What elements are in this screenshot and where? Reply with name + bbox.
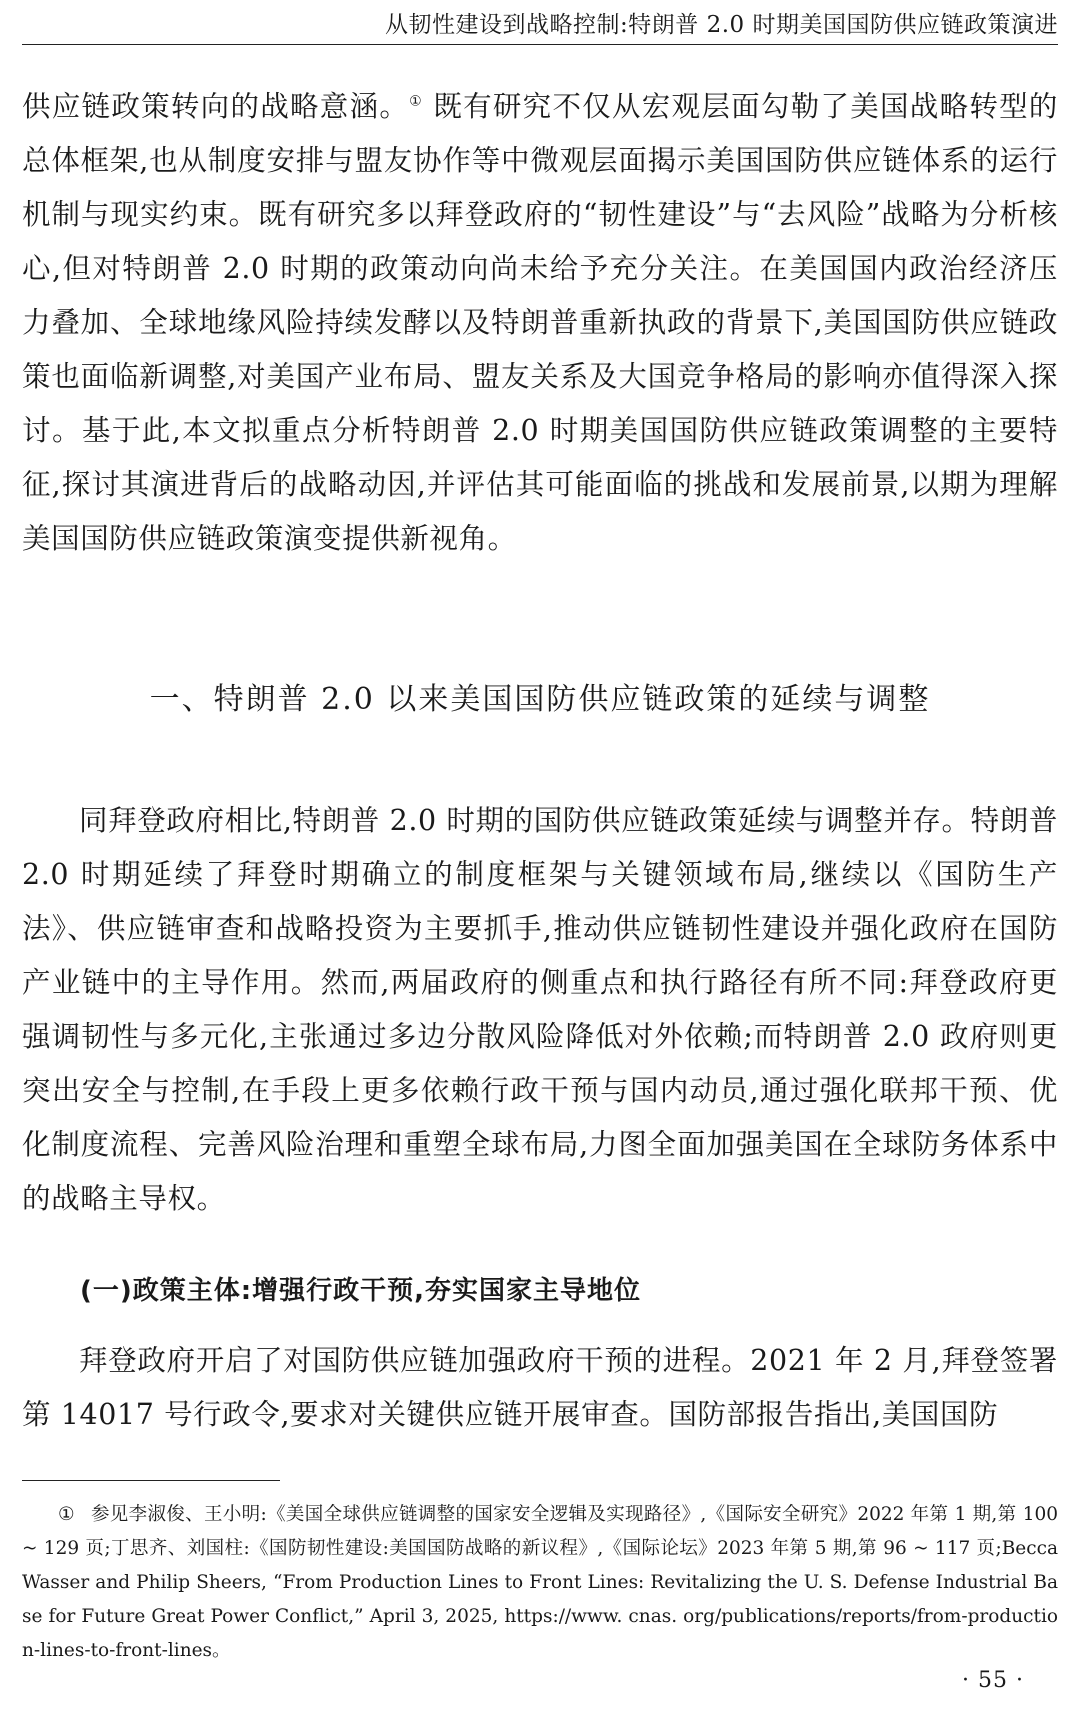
footnote-divider <box>22 1480 280 1481</box>
paragraph-text: 既有研究不仅从宏观层面勾勒了美国战略转型的总体框架,也从制度安排与盟友协作等中微观层面揭示美国国防供应链体系的运行机制与现实约束。既有研究多以拜登政府的“韧性建设”与“去风险”战略为分析核心,但对特朗普 2.0 时期的政策动向尚未给予充分关注。在美国国内政治经济压力叠加、全球地缘风险持续发酵以及特朗普重新执政的背景下,美国国防供应链政策也面临新调整,对美国产业布局、盟友关系及大国竞争格局的影响亦值得深入探讨。基于此,本文拟重点分析特朗普 2.0 时期美国国防供应链政策调整的主要特征,探讨其演进背后的战略动因,并评估其可能面临的挑战和发展前景,以期为理解美国国防供应链政策演变提供新视角。 <box>22 90 1059 555</box>
footnote-number: ① <box>58 1504 75 1525</box>
header-rule <box>22 44 1058 45</box>
paragraph-intro-continuation <box>22 80 1058 566</box>
paragraph-section-overview: 同拜登政府相比,特朗普 2.0 时期的国防供应链政策延续与调整并存。特朗普 2.0 时期延续了拜登时期确立的制度框架与关键领域布局,继续以《国防生产法》、供应链审查和战略投资为主要抓手,推动供应链韧性建设并强化政府在国防产业链中的主导作用。然而,两届政府的侧重点和执行路径有所不同:拜登政府更强调韧性与多元化,主张通过多边分散风险降低对外依赖;而特朗普 2.0 政府则更突出安全与控制,在手段上更多依赖行政干预与国内动员,通过强化联邦干预、优化制度流程、完善风险治理和重塑全球布局,力图全面加强美国在全球防务体系中的战略主导权。 <box>22 804 1058 1215</box>
footnote <box>22 1498 1058 1668</box>
running-header-title: 从韧性建设到战略控制:特朗普 2.0 时期美国国防供应链政策演进 <box>385 12 1058 38</box>
footnote-text: 参见李淑俊、王小明:《美国全球供应链调整的国家安全逻辑及实现路径》,《国际安全研究》2022 年第 1 期,第 100 ~ 129 页;丁思齐、刘国柱:《国防韧性建设:美国国防战略的新议程》,《国际论坛》2023 年第 5 期,第 96 ~ 117 页;Becca Wasser and Philip Sheers, “From Production Lines to Front Lines: Revitalizing the U. S. Defense Industrial Base for Future Great Power Conflict,” April 3, 2025, https://www. cnas. org/publications/reports/from-production-lines-to-front-lines。 <box>22 1504 1058 1661</box>
section-heading: 一、特朗普 2.0 以来美国国防供应链政策的延续与调整 <box>149 682 931 717</box>
footnote-reference-link[interactable]: ① <box>409 93 423 110</box>
subsection-heading: (一)政策主体:增强行政干预,夯实国家主导地位 <box>80 1276 642 1306</box>
paragraph-subsection-body: 拜登政府开启了对国防供应链加强政府干预的进程。2021 年 2 月,拜登签署第 14017 号行政令,要求对关键供应链开展审查。国防部报告指出,美国国防 <box>22 1344 1058 1431</box>
page-number: · 55 · <box>962 1668 1024 1693</box>
paragraph-text: 供应链政策转向的战略意涵。 <box>22 90 410 123</box>
